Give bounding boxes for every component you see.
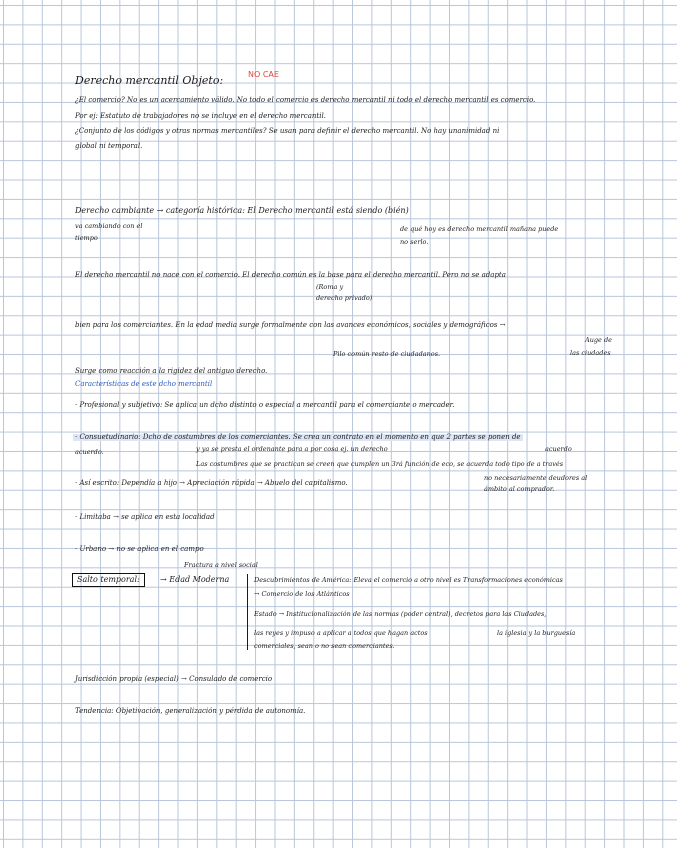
note-line: no serlo.	[400, 238, 429, 246]
note-line: Las costumbres que se practican se creen que cumplen un 3rá función de eco, se acuerda todo tipo de a través	[196, 460, 564, 468]
list-item: · Consuetudinario: Dcho de costumbres de los comerciantes. Se crea un contrato en el momento en que 2 partes se ponen de	[75, 433, 521, 441]
note-line: ¿El comercio? No es un acercamiento válido. No todo el comercio es derecho mercantil ni todo el derecho mercantil es comercio.	[75, 96, 536, 104]
note-line: Jurisdicción propia (especial) → Consulado de comercio	[75, 675, 273, 683]
list-item: · Limitaba → se aplica en esta localidad	[75, 513, 215, 521]
boxed-label: Salto temporal:	[72, 573, 145, 587]
note-line: → Edad Moderna	[160, 575, 230, 584]
note-line: Pilo común resto de ciudadanos.	[333, 350, 441, 358]
note-line: Estado → Institucionalización de las normas (poder central), decretos para las Ciudades,	[254, 610, 547, 618]
note-line: de qué hoy es derecho mercantil mañana puede	[400, 225, 559, 233]
list-item: · Así escrito: Dependía a hijo → Apreciación rápida → Abuelo del capitalismo.	[75, 479, 348, 487]
note-line: no necesariamente deudores al	[484, 474, 588, 482]
note-line: acuerdo.	[75, 448, 104, 456]
note-line: Descubrimientos de América: Eleva el comercio a otro nivel es Transformaciones económicas	[254, 576, 563, 584]
note-line: Tendencia: Objetivación, generalización y pérdida de autonomía.	[75, 707, 306, 715]
note-line: las reyes y impuso a aplicar a todos que hagan actos	[254, 629, 428, 637]
note-line: Auge de	[585, 336, 612, 344]
note-line: ámbito al comprador.	[484, 485, 555, 493]
note-line: las ciudades	[570, 349, 611, 357]
notes-title: Derecho mercantil Objeto:	[75, 74, 224, 87]
list-item: · Urbano → no se aplica en el campo	[75, 545, 204, 553]
note-line: → Comercio de los Atlánticos	[254, 590, 350, 598]
note-line: Por ej: Estatuto de trabajadores no se incluye en el derecho mercantil.	[75, 112, 326, 120]
note-line: la iglesia y la burguesía	[497, 629, 576, 637]
note-line: global ni temporal.	[75, 142, 143, 150]
note-line: derecho privado)	[316, 294, 373, 302]
title-tag: NO CAE	[248, 70, 279, 79]
list-item: · Profesional y subjetivo: Se aplica un dcho distinto o especial a mercantil para el comerciante o mercader.	[75, 401, 455, 409]
note-line: Fractura a nivel social	[184, 561, 258, 569]
note-line: acuerdo	[545, 445, 572, 453]
note-line: Surge como reacción a la rigidez del antiguo derecho.	[75, 367, 268, 375]
note-line: El derecho mercantil no nace con el comercio. El derecho común es la base para el derecho mercantil. Pero no se adapta	[75, 271, 506, 279]
note-line: bien para los comerciantes. En la edad media surge formalmente con las avances económicos, sociales y demográficos →	[75, 321, 506, 329]
note-line: comerciales, sean o no sean comerciantes.	[254, 642, 395, 650]
note-line: y ya se presta el ordenante para a por cosa ej. un derecho	[196, 445, 388, 453]
note-line: (Roma y	[316, 283, 344, 291]
note-line: ¿Conjunto de los códigos y otras normas mercantiles? Se usan para definir el derecho mercantil. No hay unanimidad ni	[75, 127, 500, 135]
note-line: tiempo	[75, 234, 98, 242]
note-line: Derecho cambiante → categoría histórica: El Derecho mercantil está siendo (bién)	[75, 206, 409, 215]
note-line: va cambiando con el	[75, 222, 143, 230]
curly-brace	[247, 574, 248, 650]
section-heading: Características de este dcho mercantil	[75, 380, 213, 388]
